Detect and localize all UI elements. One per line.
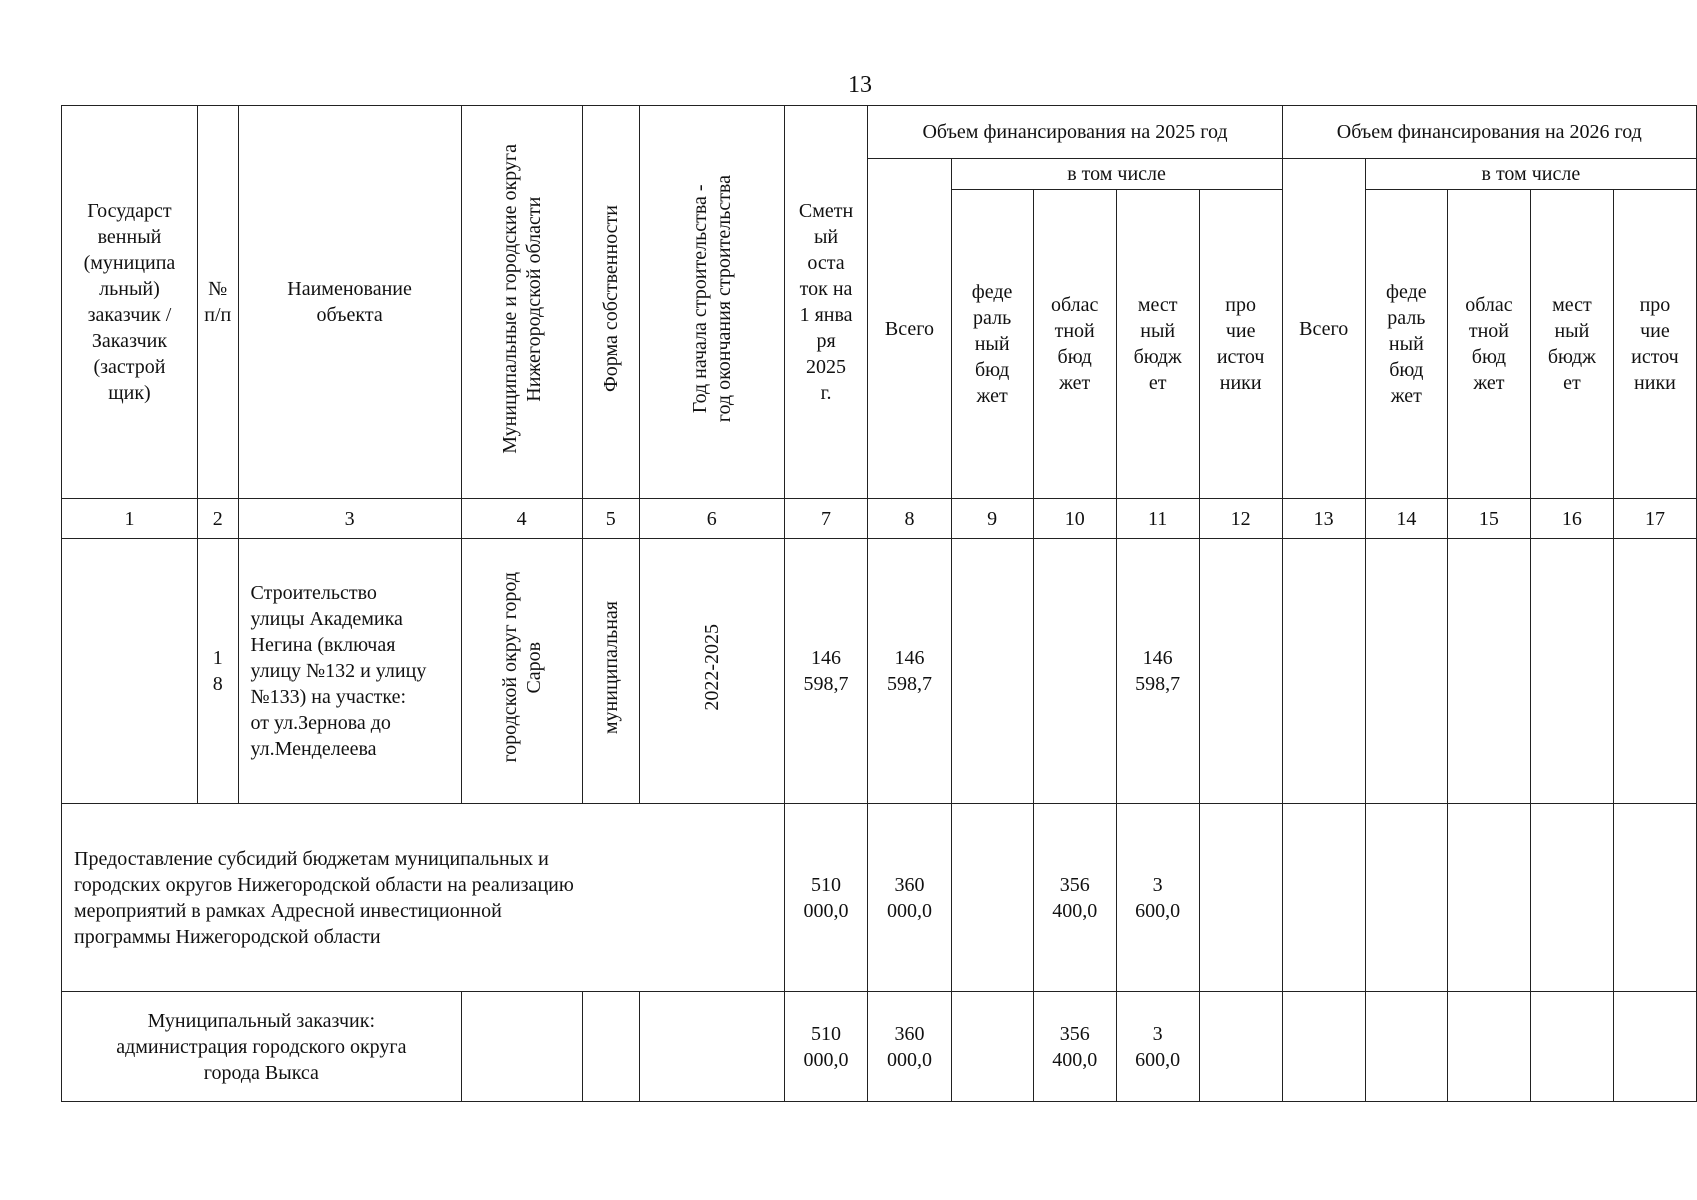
object-ownership [582, 539, 639, 804]
column-number: 10 [1033, 499, 1116, 539]
column-number: 7 [784, 499, 868, 539]
cell-empty [1199, 992, 1282, 1102]
header-local-2025: мест ный бюдж ет [1116, 190, 1199, 499]
subsidy-regional-2025: 356 400,0 [1033, 804, 1116, 992]
object-remaining: 146 598,7 [784, 539, 868, 804]
header-total-2026: Всего [1282, 159, 1365, 499]
cell-empty [1282, 804, 1365, 992]
table-row-object [62, 539, 1697, 804]
header-including-2026: в том числе [1365, 159, 1696, 190]
object-municipality-text: городской округ город Саров [498, 572, 545, 763]
cell-empty [1033, 539, 1116, 804]
column-number: 17 [1613, 499, 1696, 539]
cell-empty [1365, 539, 1447, 804]
cell-empty [461, 992, 582, 1102]
object-local-2025: 146 598,7 [1116, 539, 1199, 804]
header-funding-2026: Объем финансирования на 2026 год [1282, 106, 1696, 159]
header-local-2026: мест ный бюдж ет [1530, 190, 1613, 499]
cell-empty [639, 992, 784, 1102]
object-years-text: 2022-2025 [700, 624, 723, 711]
customer-regional-2025: 356 400,0 [1033, 992, 1116, 1102]
cell-empty [1199, 539, 1282, 804]
cell-empty [1365, 992, 1447, 1102]
cell-empty [1613, 539, 1696, 804]
header-municipalities-text: Муниципальные и городские округа Нижегородской области [498, 143, 545, 454]
cell-empty [1365, 804, 1447, 992]
cell-empty [951, 992, 1033, 1102]
customer-label: Муниципальный заказчик: администрация городского округа города Выкса [62, 992, 462, 1102]
header-remaining-estimate: Сметн ый оста ток на 1 янва ря 2025 г. [784, 106, 868, 499]
header-federal-2025: феде раль ный бюд жет [951, 190, 1033, 499]
cell-empty [951, 539, 1033, 804]
cell-empty [1613, 804, 1696, 992]
header-customer: Государст венный (муниципа льный) заказчик / Заказчик (застрой щик) [62, 106, 198, 499]
object-years [639, 539, 784, 804]
cell-empty [1199, 804, 1282, 992]
column-number: 12 [1199, 499, 1282, 539]
table-row-customer [62, 992, 1697, 1102]
object-total-2025: 146 598,7 [868, 539, 951, 804]
customer-remaining: 510 000,0 [784, 992, 868, 1102]
object-municipality [461, 539, 582, 804]
header-number: № п/п [197, 106, 238, 499]
header-object-name: Наименование объекта [238, 106, 461, 499]
column-number: 11 [1116, 499, 1199, 539]
cell-empty [1530, 992, 1613, 1102]
cell-empty [1613, 992, 1696, 1102]
subsidy-label: Предоставление субсидий бюджетам муниципальных и городских округов Нижегородской области на реализацию мероприятий в рамках Адресной инвестиционной программы Нижегородской области [62, 804, 785, 992]
customer-total-2025: 360 000,0 [868, 992, 951, 1102]
object-number: 1 8 [197, 539, 238, 804]
subsidy-total-2025: 360 000,0 [868, 804, 951, 992]
column-number: 8 [868, 499, 951, 539]
column-number: 14 [1365, 499, 1447, 539]
cell-empty [1530, 804, 1613, 992]
column-number: 3 [238, 499, 461, 539]
cell-empty [951, 804, 1033, 992]
header-federal-2026: феде раль ный бюд жет [1365, 190, 1447, 499]
cell-empty [1530, 539, 1613, 804]
cell-empty [1447, 804, 1530, 992]
page-number: 13 [848, 72, 872, 98]
cell-empty [1447, 539, 1530, 804]
header-ownership [582, 106, 639, 499]
header-including-2025: в том числе [951, 159, 1282, 190]
header-years [639, 106, 784, 499]
header-other-2026: про чие источ ники [1613, 190, 1696, 499]
header-ownership-text: Форма собственности [599, 205, 622, 392]
object-name: Строительство улицы Академика Негина (включая улицу №132 и улицу №133) на участке: от ул.Зернова до ул.Менделеева [238, 539, 461, 804]
customer-local-2025: 3 600,0 [1116, 992, 1199, 1102]
subsidy-remaining: 510 000,0 [784, 804, 868, 992]
header-years-text: Год начала строительства - год окончания строительства [688, 174, 735, 423]
cell-empty [1282, 992, 1365, 1102]
column-number: 13 [1282, 499, 1365, 539]
cell-empty [582, 992, 639, 1102]
column-number: 16 [1530, 499, 1613, 539]
column-number: 4 [461, 499, 582, 539]
object-ownership-text: муниципальная [599, 600, 622, 735]
column-number: 1 [62, 499, 198, 539]
investment-program-table [61, 105, 1697, 1102]
header-regional-2025: облас тной бюд жет [1033, 190, 1116, 499]
column-number: 9 [951, 499, 1033, 539]
cell-empty [62, 539, 198, 804]
header-regional-2026: облас тной бюд жет [1447, 190, 1530, 499]
column-number: 6 [639, 499, 784, 539]
cell-empty [1447, 992, 1530, 1102]
column-number: 5 [582, 499, 639, 539]
header-municipalities [461, 106, 582, 499]
header-total-2025: Всего [868, 159, 951, 499]
column-number: 2 [197, 499, 238, 539]
table-row-subsidy [62, 804, 1697, 992]
cell-empty [1282, 539, 1365, 804]
column-number: 15 [1447, 499, 1530, 539]
subsidy-local-2025: 3 600,0 [1116, 804, 1199, 992]
header-other-2025: про чие источ ники [1199, 190, 1282, 499]
header-funding-2025: Объем финансирования на 2025 год [868, 106, 1282, 159]
